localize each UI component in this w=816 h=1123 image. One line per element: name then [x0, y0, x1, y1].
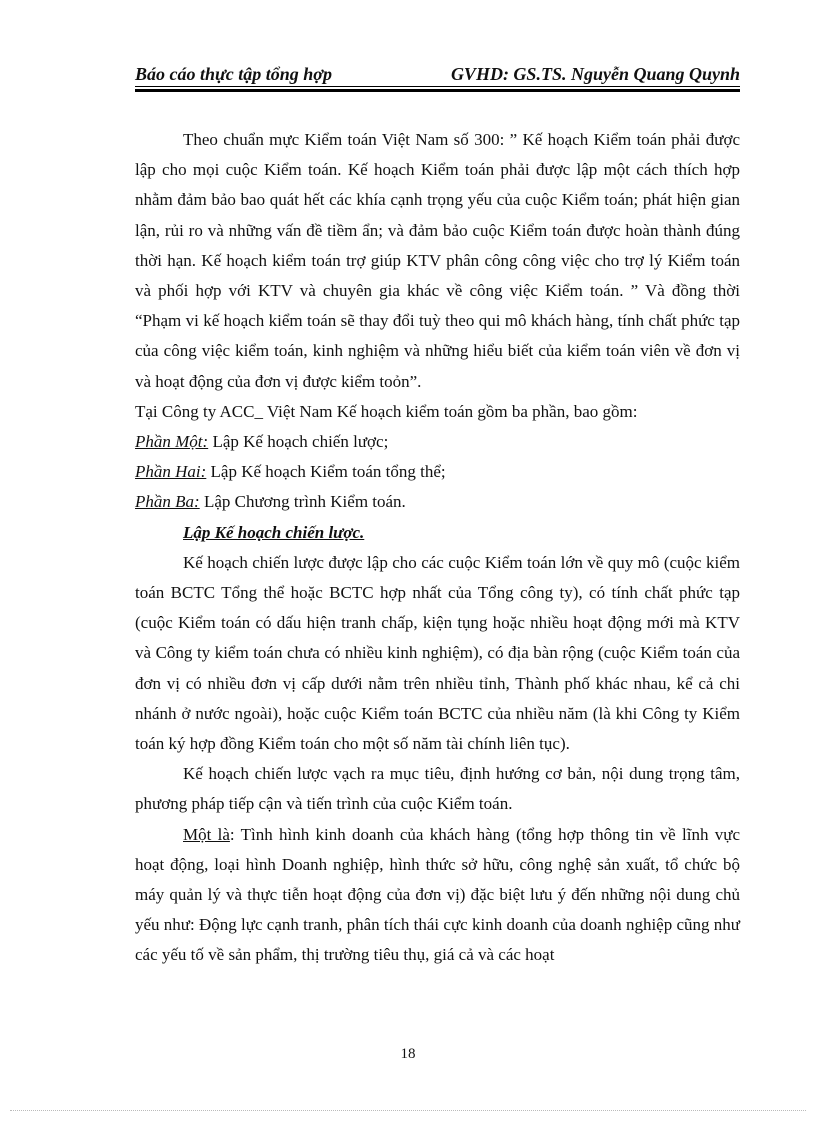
paragraph-company-plan: Tại Công ty ACC_ Việt Nam Kế hoạch kiểm toán gồm ba phần, bao gồm:: [135, 401, 638, 421]
header-rule-thick: [135, 89, 740, 92]
plan-part-1: [135, 427, 740, 457]
header-rule-thin: [135, 86, 740, 87]
page-bottom-divider: [10, 1110, 806, 1111]
plan-part-1-label: Phần Một:: [135, 432, 209, 452]
page-header: [135, 58, 740, 88]
plan-part-1-text: Lập Kế hoạch chiến lược;: [208, 432, 389, 452]
document-body: [135, 125, 740, 971]
paragraph-strategic-goals: Kế hoạch chiến lược vạch ra mục tiêu, định hướng cơ bản, nội dung trọng tâm, phương pháp tiếp cận và tiến trình của cuộc Kiểm toán.: [135, 764, 740, 814]
section-heading: [135, 518, 740, 548]
point-one-label: Một là: [183, 824, 230, 844]
page-number: 18: [400, 1046, 416, 1062]
paragraph-strategic-scope: Kế hoạch chiến lược được lập cho các cuộc Kiểm toán lớn về quy mô (cuộc kiểm toán BCTC Tổng thể hoặc BCTC hợp nhất của Tổng công ty), có tính chất phức tạp (cuộc Kiểm toán có dấu hiện tranh chấp, kiện tụng hoặc nhiều hoạt động mới mà KTV và Công ty kiểm toán chưa có nhiều kinh nghiệm), có địa bàn rộng (cuộc Kiểm toán của đơn vị có nhiều đơn vị cấp dưới nằm trên nhiều tỉnh, Thành phố khác nhau, kể cả chi nhánh ở nước ngoài), hoặc cuộc Kiểm toán BCTC của nhiều năm (là khi Công ty Kiểm toán ký hợp đồng Kiểm toán cho một số năm tài chính liên tục).: [135, 552, 740, 754]
paragraph-point-one: [135, 820, 740, 971]
point-one-text: : Tình hình kinh doanh của khách hàng (tổng hợp thông tin về lĩnh vực hoạt động, loại hình Doanh nghiệp, hình thức sở hữu, công nghệ sản xuất, tổ chức bộ máy quản lý và thực tiễn hoạt động của đơn vị) đặc biệt lưu ý đến những nội dung chủ yếu như: Động lực cạnh tranh, phân tích thái cực kinh doanh của doanh nghiệp cũng như các yếu tố về sản phẩm, thị trường tiêu thụ, giá cả và các hoạt: [135, 824, 740, 965]
header-supervisor: GVHD: GS.TS. Nguyễn Quang Quynh: [450, 64, 740, 84]
section-heading-text: Lập Kế hoạch chiến lược.: [183, 522, 365, 542]
paragraph-standard-300: Theo chuẩn mực Kiểm toán Việt Nam số 300: ” Kế hoạch Kiểm toán phải được lập cho mọi cuộc Kiểm toán. Kế hoạch Kiểm toán phải được lập một cách thích hợp nhằm đảm bảo bao quát hết các khía cạnh trọng yếu của cuộc Kiểm toán; phát hiện gian lận, rủi ro và những vấn đề tiềm ẩn; và đảm bảo cuộc Kiểm toán được hoàn thành đúng thời hạn. Kế hoạch kiểm toán trợ giúp KTV phân công công việc cho trợ lý Kiểm toán và phối hợp với KTV và chuyên gia khác về công việc Kiểm toán. ” Và đồng thời “Phạm vi kế hoạch kiểm toán sẽ thay đổi tuỳ theo qui mô khách hàng, tính chất phức tạp của công việc kiểm toán, kinh nghiệm và những hiểu biết của kiểm toán viên về đơn vị và hoạt động của đơn vị được kiểm toỏn”.: [135, 130, 740, 391]
plan-part-3-label: Phần Ba:: [135, 492, 200, 512]
plan-part-3-text: Lập Chương trình Kiểm toán.: [199, 492, 406, 512]
header-report-title: Báo cáo thực tập tổng hợp: [135, 64, 332, 84]
plan-part-2: [135, 457, 740, 487]
plan-part-3: [135, 487, 740, 517]
plan-part-2-text: Lập Kế hoạch Kiểm toán tổng thể;: [206, 462, 446, 482]
plan-part-2-label: Phần Hai:: [135, 462, 207, 482]
